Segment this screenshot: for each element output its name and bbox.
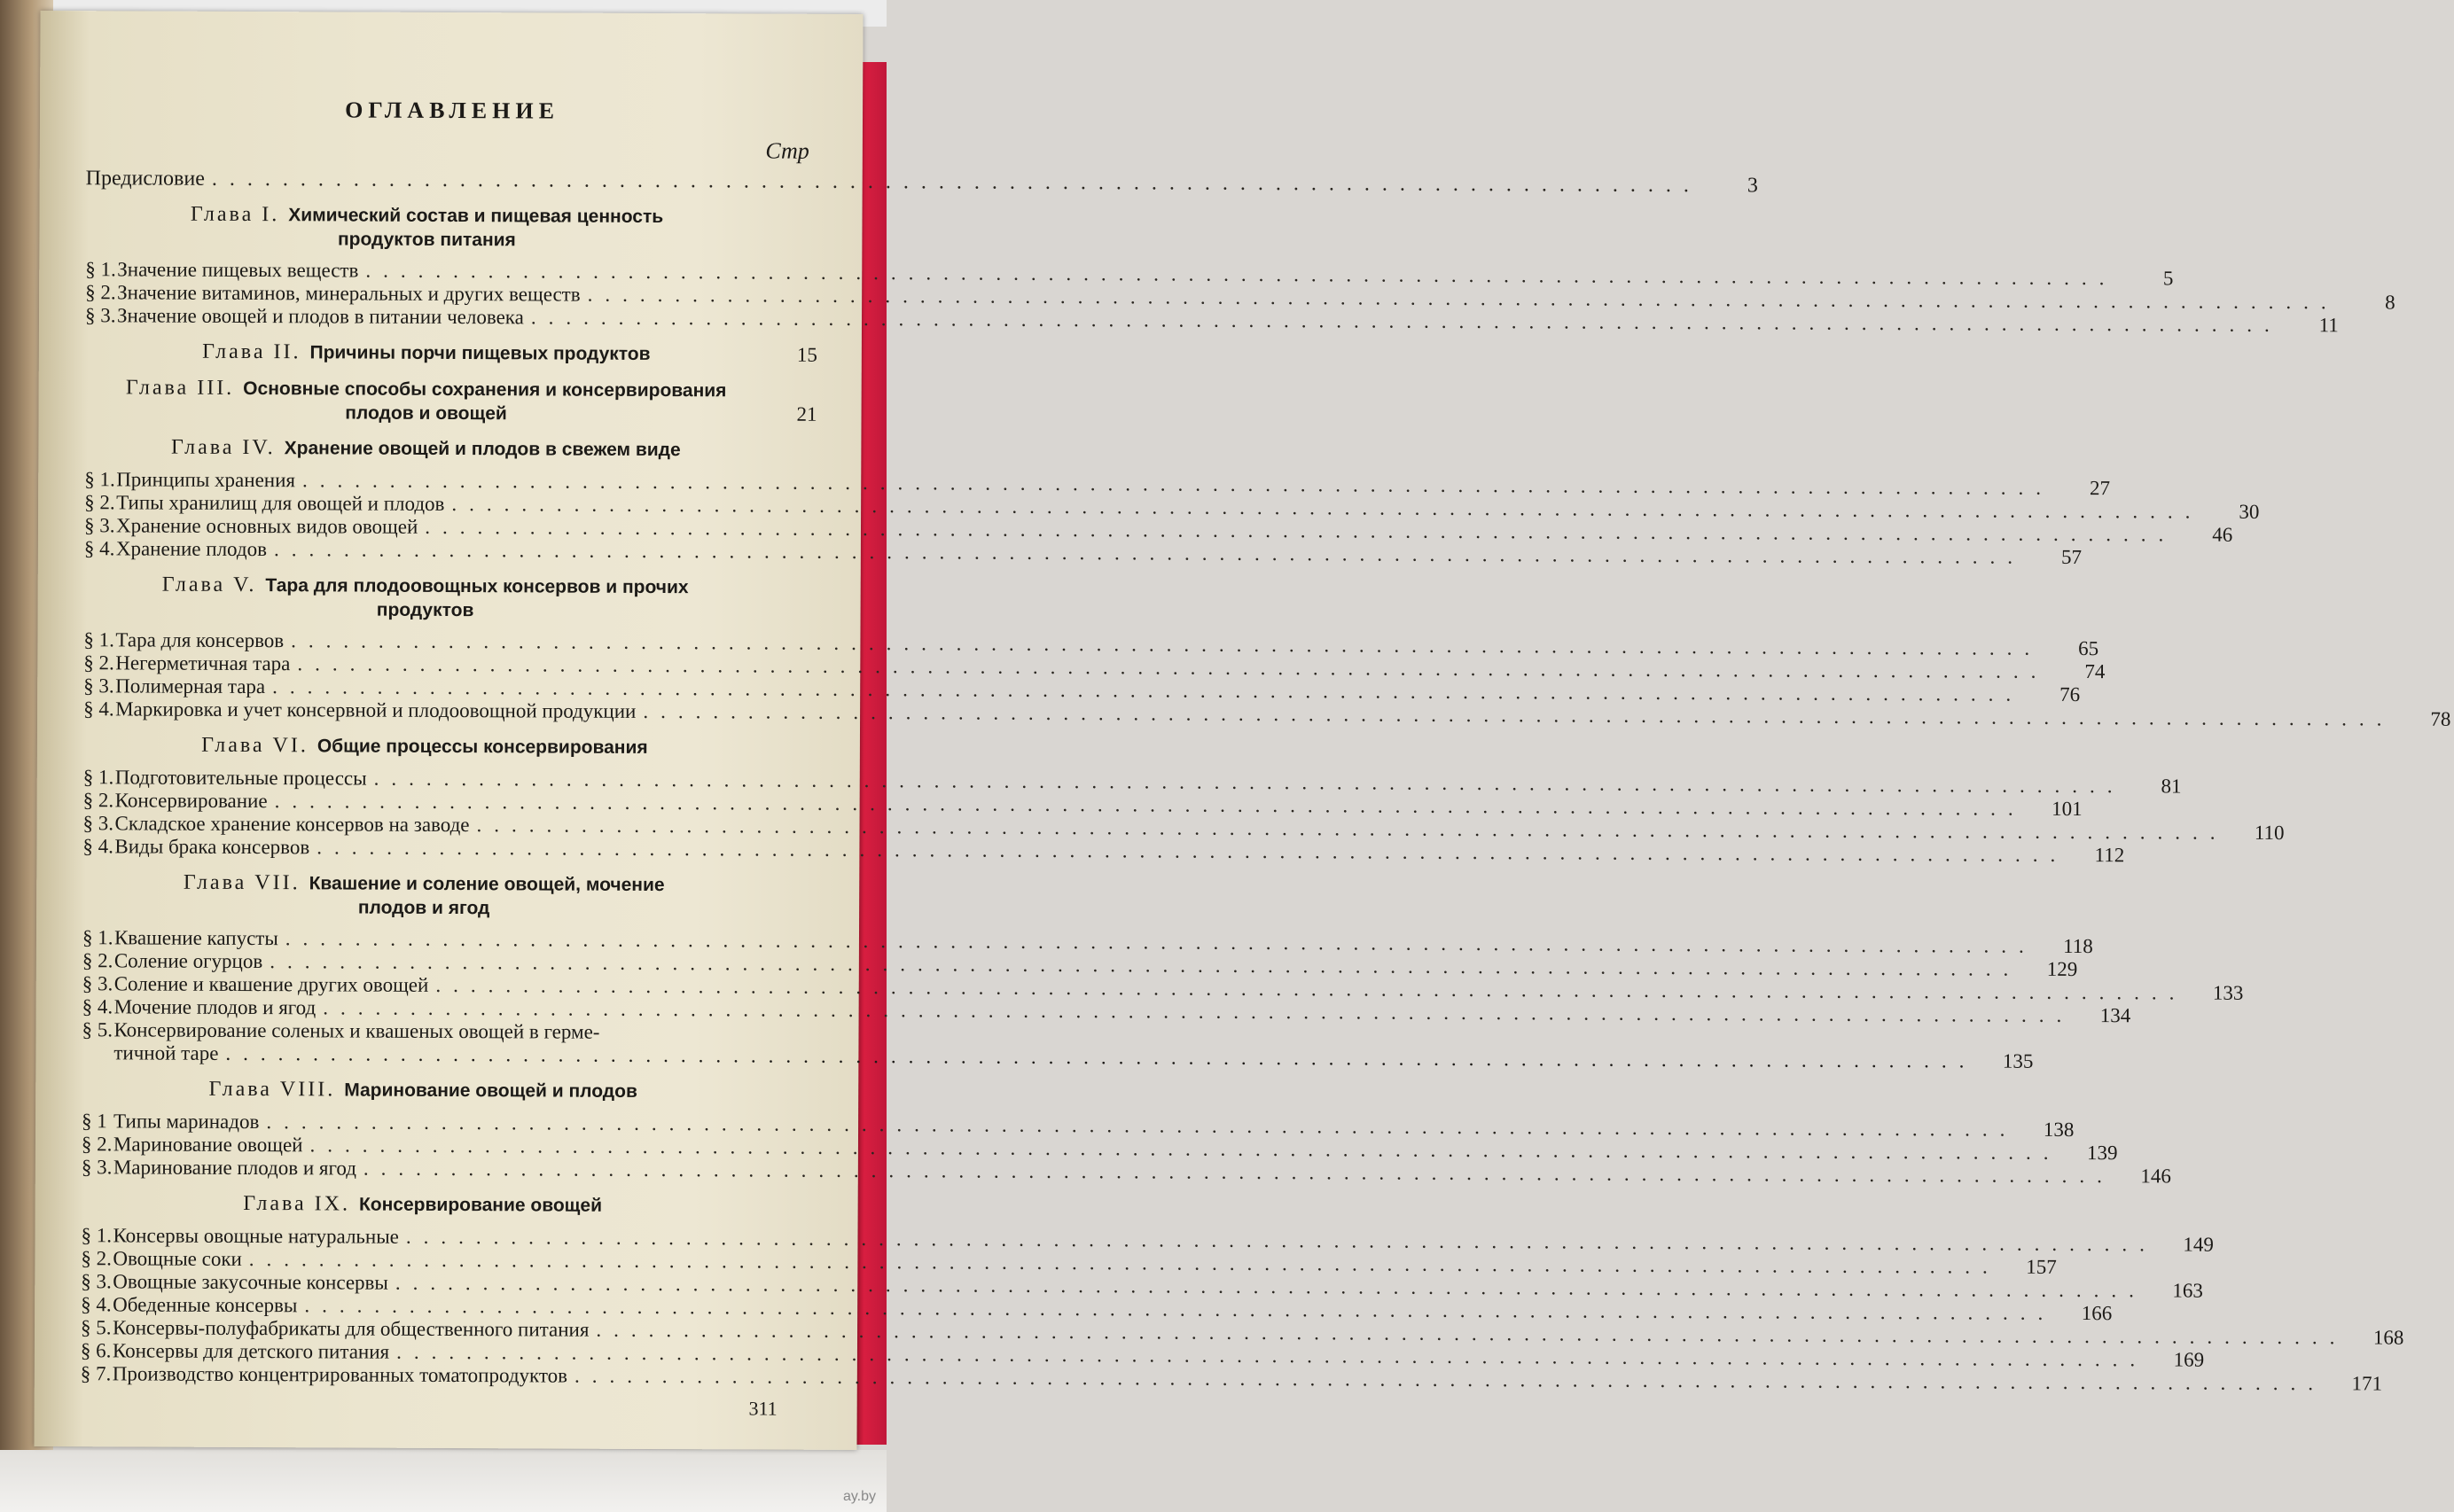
watermark: ay.by	[842, 1489, 876, 1504]
chapter-heading-text	[85, 202, 768, 252]
section-entry	[82, 789, 2083, 821]
chapter-heading	[84, 573, 817, 623]
section-page: 166	[2081, 1302, 2113, 1325]
section-entry	[81, 1247, 2057, 1278]
section-page: 169	[2173, 1348, 2205, 1371]
section-page: 78	[2430, 707, 2451, 730]
section-label: Типы маринадов	[113, 1110, 260, 1134]
section-label: Производство концентрированных томатопродуктов	[112, 1362, 568, 1387]
preface-label: Предисловие	[85, 167, 205, 191]
leader-dots: ....................................................................................................	[272, 675, 2024, 705]
section-entry	[82, 949, 2078, 981]
section-label: Овощные соки	[113, 1247, 242, 1270]
chapter-heading	[82, 870, 815, 921]
section-page: 163	[2172, 1279, 2203, 1302]
section-label: Виды брака консервов	[114, 835, 310, 859]
leader-dots: ....................................................................................................	[365, 259, 2117, 290]
section-mark: § 4.	[82, 995, 113, 1018]
section-label: Консервы овощные натуральные	[113, 1224, 399, 1248]
chapter-title: Химический состав и пищевая ценность	[288, 205, 664, 228]
leader-dots: ....................................................................................................	[574, 1364, 2326, 1395]
chapter-title: Консервирование овощей	[358, 1194, 603, 1216]
leader-dots: ....................................................................................................	[297, 652, 2049, 682]
section-label: Значение витаминов, минеральных и других веществ	[117, 281, 581, 306]
leader-dots: ....................................................................................................	[425, 515, 2177, 546]
leader-dots: ....................................................................................	[211, 167, 1701, 198]
chapter-heading-text	[84, 573, 767, 622]
chapter-heading	[82, 1191, 814, 1219]
leader-dots: ....................................................................................................	[266, 1111, 2018, 1141]
section-page: 112	[2094, 844, 2125, 867]
section-mark: § 1.	[82, 766, 114, 789]
chapter-heading	[85, 339, 817, 367]
section-mark: § 4.	[82, 835, 113, 858]
section-entry	[83, 628, 2099, 660]
chapter-heading	[85, 202, 817, 253]
chapter-page: 15	[796, 343, 817, 366]
toc-title: ОГЛАВЛЕНИЕ	[345, 97, 560, 124]
chapter-title: Общие процессы консервирования	[317, 736, 648, 758]
leader-dots: ....................................................................................................	[317, 836, 2068, 866]
section-mark: § 1.	[84, 468, 115, 491]
section-mark: § 3.	[82, 972, 113, 995]
chapter-title: Основные способы сохранения и консервирования	[243, 378, 727, 401]
leader-dots: ....................................................................................................	[451, 493, 2203, 523]
section-label: Складское хранение консервов на заводе	[114, 812, 470, 837]
section-label: Маринование плодов и ягод	[113, 1156, 356, 1180]
section-mark: § 3.	[84, 304, 116, 327]
section-entry-continuation	[82, 1041, 2034, 1072]
leader-dots: ....................................................................................................	[273, 538, 2026, 568]
section-label: Типы хранилищ для овощей и плодов	[116, 491, 445, 515]
section-entry	[81, 1133, 2118, 1165]
section-label: Хранение основных видов овощей	[115, 514, 418, 538]
section-mark: § 6.	[80, 1339, 112, 1362]
section-label: Полимерная тара	[115, 674, 266, 698]
section-label: Подготовительные процессы	[114, 766, 367, 790]
section-label: Консервирование	[114, 789, 268, 813]
chapter-page: 21	[796, 402, 817, 425]
chapter-heading-text	[85, 339, 768, 366]
section-mark: § 5.	[81, 1316, 112, 1339]
chapter-heading-text	[82, 870, 765, 920]
section-mark: § 1	[82, 1110, 107, 1133]
section-entry	[82, 972, 2244, 1004]
section-page: 138	[2043, 1118, 2075, 1142]
section-entry	[85, 281, 2395, 314]
chapter-number: Глава VII.	[183, 870, 301, 895]
section-page: 110	[2254, 821, 2285, 845]
section-label: Значение пищевых веществ	[117, 258, 359, 282]
section-entry	[81, 1293, 2113, 1325]
section-entry	[83, 537, 2083, 569]
chapter-number: Глава I.	[190, 202, 280, 227]
chapter-title: Тара для плодоовощных консервов и прочих	[265, 575, 689, 598]
chapter-heading-text	[85, 376, 768, 425]
section-mark: § 3.	[81, 1156, 113, 1179]
chapter-group	[85, 376, 817, 426]
chapter-heading-text	[82, 1077, 764, 1103]
section-mark: § 3.	[81, 1270, 112, 1293]
section-label: Консервы для детского питания	[112, 1339, 390, 1363]
section-page: 8	[2385, 291, 2395, 314]
section-mark: § 4.	[83, 698, 114, 721]
leader-dots: ....................................................................................................	[396, 1340, 2148, 1371]
section-label: Квашение капусты	[113, 926, 278, 950]
chapter-title: Маринование овощей и плодов	[344, 1079, 637, 1102]
chapter-group	[85, 339, 817, 367]
chapter-number: Глава III.	[125, 376, 235, 400]
leader-dots: ....................................................................................................	[395, 1271, 2146, 1302]
section-label: Маркировка и учет консервной и плодоовощной продукции	[115, 698, 637, 722]
chapter-title-line2: продуктов	[376, 599, 474, 621]
leader-dots: ....................................................................................................	[274, 790, 2026, 820]
section-label: Мочение плодов и ягод	[113, 995, 317, 1019]
preface-page: 3	[1747, 174, 1758, 198]
section-label: Тара для консервов	[115, 628, 285, 652]
section-label: Соление и квашение других овощей	[113, 972, 429, 996]
leader-dots: ....................................................................................................	[530, 306, 2282, 337]
section-mark: § 2.	[85, 281, 116, 304]
background-bottom	[0, 1450, 887, 1512]
section-mark: § 2.	[84, 491, 115, 514]
section-page: 168	[2372, 1326, 2404, 1349]
chapter-heading	[85, 376, 817, 426]
page-folio: 311	[748, 1397, 778, 1420]
chapter-group	[82, 870, 2244, 1072]
chapter-number: Глава V.	[161, 573, 257, 597]
section-page: 57	[2060, 545, 2083, 569]
section-mark: § 3.	[82, 812, 114, 835]
section-mark: § 2.	[82, 789, 114, 812]
leader-dots: ....................................................................................................	[363, 1157, 2114, 1188]
section-entry-wrapped	[82, 1018, 814, 1045]
chapter-group	[83, 573, 2451, 730]
chapter-title-line2: продуктов питания	[337, 229, 516, 251]
chapter-title: Хранение овощей и плодов в свежем виде	[284, 438, 681, 461]
section-page: 101	[2052, 797, 2083, 821]
chapter-title-line2: плодов и овощей	[345, 402, 507, 425]
section-entry	[84, 468, 2111, 500]
section-page: 46	[2212, 523, 2233, 546]
leader-dots: ....................................................................................................	[248, 1248, 2000, 1278]
chapter-title: Причины порчи пищевых продуктов	[309, 342, 651, 364]
leader-dots: ....................................................................................................	[285, 927, 2036, 957]
section-mark: § 2.	[83, 651, 114, 674]
section-page: 65	[2078, 637, 2099, 660]
section-entry	[83, 514, 2233, 546]
section-label: Соление огурцов	[113, 949, 263, 973]
chapter-heading-text	[84, 435, 767, 462]
section-entry	[82, 835, 2125, 867]
chapter-list	[80, 202, 2451, 1395]
leader-dots: ....................................................................................................	[301, 469, 2054, 499]
section-mark: § 4.	[81, 1293, 112, 1316]
section-mark: § 3.	[83, 514, 115, 537]
section-page: 11	[2318, 314, 2339, 337]
section-label-line1: Консервирование соленых и квашеных овощей в герме-	[113, 1018, 600, 1043]
chapter-number: Глава IV.	[171, 435, 276, 460]
section-page: 149	[2183, 1233, 2214, 1256]
section-entry	[84, 304, 2339, 337]
leader-dots: ....................................................................................................	[476, 814, 2228, 844]
leader-dots: ....................................................................................................	[270, 950, 2021, 980]
section-mark: § 1.	[81, 1224, 113, 1247]
section-mark: § 2.	[81, 1133, 113, 1156]
section-mark: § 4.	[83, 537, 115, 560]
section-mark: § 2.	[81, 1247, 112, 1270]
section-page: 135	[2002, 1049, 2034, 1072]
section-label: Консервы-полуфабрикаты для общественного питания	[113, 1316, 590, 1341]
section-entry	[82, 766, 2182, 798]
section-label: Маринование овощей	[113, 1133, 303, 1157]
section-page: 118	[2063, 934, 2093, 958]
section-entry	[82, 995, 2131, 1027]
chapter-heading	[84, 435, 817, 463]
section-entry	[80, 1362, 2383, 1395]
section-entry	[83, 674, 2081, 706]
chapter-heading	[83, 733, 816, 760]
section-label-line2: тичной таре	[113, 1041, 219, 1064]
section-entry	[80, 1339, 2205, 1371]
chapter-title: Квашение и соление овощей, мочение	[309, 873, 665, 896]
chapter-title-line2: плодов и ягод	[357, 897, 490, 919]
section-mark: § 1.	[83, 628, 114, 651]
chapter-number: Глава VI.	[201, 733, 309, 758]
section-mark: § 3.	[83, 674, 114, 698]
chapter-group	[82, 733, 2285, 867]
section-entry	[81, 1156, 2171, 1188]
section-entry	[81, 1224, 2214, 1256]
leader-dots: ....................................................................................................	[309, 1134, 2061, 1164]
section-mark: § 5.	[82, 1018, 113, 1041]
section-entry	[82, 926, 2093, 958]
preface-entry	[85, 167, 1758, 198]
chapter-heading-text	[82, 1191, 764, 1218]
chapter-group	[84, 202, 2395, 337]
section-entry	[83, 698, 2451, 730]
section-entry	[82, 1110, 2075, 1142]
table-of-contents	[80, 96, 2451, 1421]
section-page: 27	[2089, 477, 2111, 500]
section-mark: § 7.	[80, 1362, 112, 1385]
chapter-heading-text	[83, 733, 766, 760]
section-entry	[82, 812, 2285, 845]
leader-dots: ....................................................................................................	[323, 996, 2075, 1027]
chapter-number: Глава II.	[202, 339, 301, 364]
section-entry	[85, 258, 2174, 290]
section-mark: § 1.	[85, 258, 116, 281]
section-page: 81	[2161, 775, 2182, 798]
section-page: 134	[2099, 1004, 2131, 1027]
chapter-group	[81, 1077, 2171, 1188]
leader-dots: ....................................................................................................	[643, 699, 2395, 730]
section-page: 5	[2162, 267, 2174, 290]
section-mark: § 1.	[82, 926, 113, 949]
section-entry	[84, 491, 2260, 523]
section-entry	[81, 1270, 2203, 1302]
section-page: 146	[2140, 1165, 2171, 1188]
leader-dots: ....................................................................................................	[587, 283, 2339, 314]
section-label: Негерметичная тара	[115, 651, 291, 675]
section-page: 139	[2086, 1142, 2118, 1165]
leader-dots: ....................................................................................................	[405, 1225, 2157, 1256]
chapter-number: Глава VIII.	[208, 1077, 336, 1102]
book-page	[34, 11, 2451, 1450]
leader-dots: ....................................................................................................	[435, 973, 2187, 1004]
chapter-heading	[82, 1077, 814, 1104]
section-page: 76	[2059, 682, 2081, 706]
section-entry	[81, 1316, 2404, 1349]
section-mark: § 2.	[82, 949, 113, 972]
section-page: 30	[2239, 500, 2260, 523]
section-page: 74	[2084, 660, 2106, 683]
chapter-group	[80, 1191, 2404, 1395]
leader-dots: ....................................................................................................	[304, 1294, 2056, 1324]
leader-dots: ....................................................................................................	[225, 1041, 1977, 1072]
section-label: Хранение плодов	[115, 537, 268, 561]
chapter-number: Глава IX.	[243, 1191, 351, 1216]
section-label: Принципы хранения	[116, 468, 296, 492]
section-label: Значение овощей и плодов в питании человека	[116, 304, 524, 329]
section-label: Обеденные консервы	[113, 1293, 298, 1317]
leader-dots: ....................................................................................................	[373, 767, 2125, 798]
page-column-label: Стр	[765, 137, 809, 164]
section-label: Овощные закусочные консервы	[113, 1270, 388, 1294]
section-page: 129	[2046, 957, 2078, 981]
section-entry	[83, 651, 2106, 683]
leader-dots: ....................................................................................................	[596, 1318, 2348, 1349]
section-page: 171	[2351, 1372, 2383, 1395]
leader-dots: ....................................................................................................	[291, 629, 2043, 659]
section-page: 133	[2212, 981, 2244, 1004]
chapter-group	[83, 435, 2260, 569]
section-page: 157	[2026, 1255, 2057, 1278]
